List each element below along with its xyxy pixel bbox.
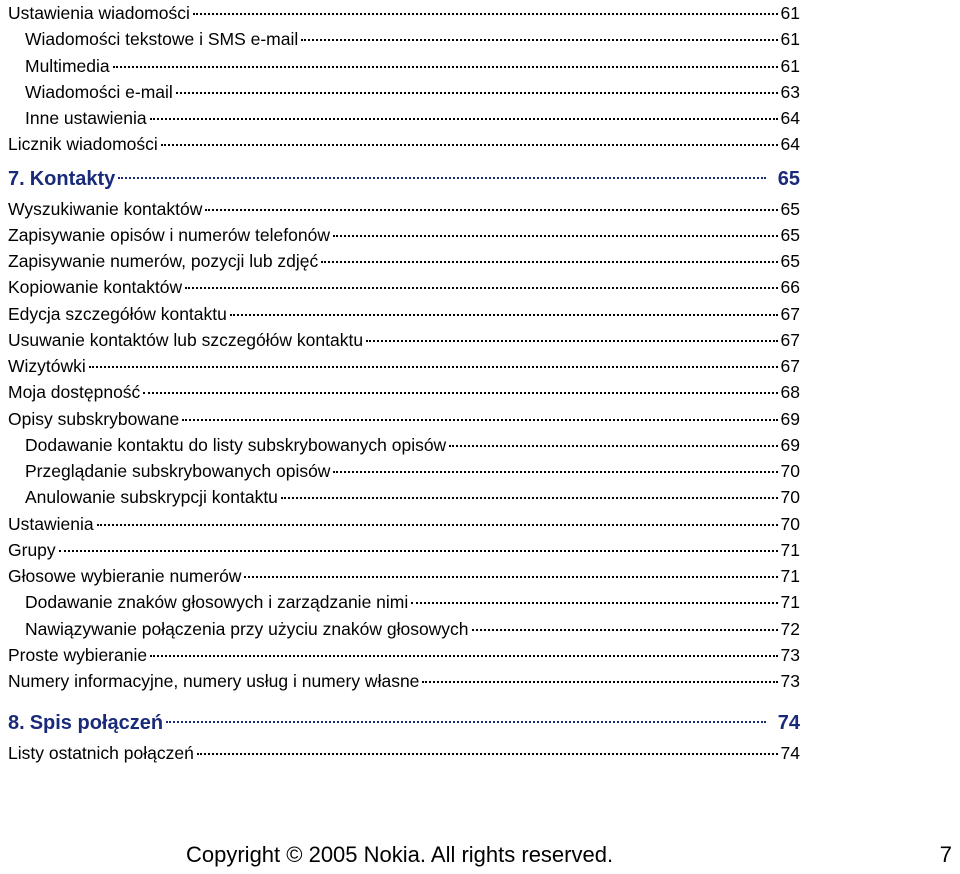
toc-entry-page-number: 70 (780, 487, 800, 508)
dot-leader (366, 340, 777, 342)
dot-leader (118, 177, 765, 179)
dot-leader (59, 550, 778, 552)
toc-entry-title: Ustawienia wiadomości (8, 3, 190, 23)
dot-leader (333, 471, 777, 473)
toc-entry-page-number: 71 (780, 566, 800, 586)
toc-entry-title: Usuwanie kontaktów lub szczegółów kontaktu (8, 329, 364, 350)
toc-entry[interactable] (8, 406, 800, 432)
toc-entry-page-number: 65 (780, 224, 800, 245)
toc-entry-title: Dodawanie kontaktu do listy subskrybowanych opisów (25, 434, 447, 455)
toc-entry[interactable] (8, 301, 800, 327)
toc-entry[interactable] (8, 484, 800, 510)
chapter-title (8, 162, 115, 196)
toc-chapter-8[interactable] (8, 706, 800, 740)
toc-entry[interactable] (8, 511, 800, 537)
toc-entry[interactable] (8, 248, 800, 274)
dot-leader (230, 314, 778, 316)
toc-entry-title: Wiadomości tekstowe i SMS e-mail (25, 29, 299, 50)
dot-leader (161, 144, 778, 146)
toc-entry-page-number: 73 (780, 644, 800, 665)
dot-leader (182, 419, 777, 421)
toc-entry-page-number: 67 (780, 329, 800, 350)
toc-entry-title: Edycja szczegółów kontaktu (8, 303, 227, 324)
page-footer (0, 838, 960, 874)
chapter-number: 7. (8, 167, 25, 190)
dot-leader (166, 721, 766, 723)
toc-entry-title: Opisy subskrybowane (8, 408, 180, 429)
toc-entry[interactable] (8, 353, 800, 379)
dot-leader (97, 524, 778, 526)
chapter-page-number: 65 (777, 167, 800, 190)
toc-entry-page-number: 64 (780, 134, 800, 155)
chapter-number: 8. (8, 712, 25, 735)
toc-entry[interactable] (8, 53, 800, 79)
toc-section-messages (8, 0, 800, 158)
toc-entry[interactable] (8, 668, 800, 694)
toc-entry-page-number: 64 (780, 108, 800, 128)
toc-entry[interactable] (8, 131, 800, 157)
toc-entry-title: Ustawienia (8, 513, 94, 534)
toc-entry-title: Grupy (8, 539, 56, 560)
toc-entry-page-number: 66 (780, 277, 800, 298)
dot-leader (281, 497, 778, 499)
toc-entry[interactable] (8, 740, 800, 766)
chapter-page-number: 74 (777, 712, 800, 735)
copyright-notice: Copyright © 2005 Nokia. All rights reserved. (186, 842, 614, 867)
dot-leader (150, 118, 778, 120)
dot-leader (244, 576, 777, 578)
toc-entry[interactable] (8, 79, 800, 105)
dot-leader (185, 287, 777, 289)
toc-entry-title: Multimedia (25, 55, 110, 76)
toc-section-call-log (8, 740, 800, 766)
toc-entry-page-number: 71 (780, 592, 800, 613)
toc-entry[interactable] (8, 642, 800, 668)
toc-entry-page-number: 65 (780, 198, 800, 219)
toc-entry-page-number: 61 (780, 29, 800, 50)
table-of-contents (8, 0, 800, 767)
chapter-name: Kontakty (29, 167, 116, 190)
toc-entry-page-number: 61 (780, 55, 800, 76)
toc-entry-page-number: 72 (780, 618, 800, 639)
toc-entry-page-number: 71 (780, 539, 800, 560)
toc-entry-page-number: 67 (780, 303, 800, 324)
dot-leader (333, 235, 778, 237)
toc-entry[interactable] (8, 105, 800, 131)
toc-entry[interactable] (8, 589, 800, 615)
toc-entry[interactable] (8, 196, 800, 222)
toc-entry-title: Głosowe wybieranie numerów (8, 566, 242, 586)
dot-leader (301, 39, 777, 41)
toc-entry-title: Proste wybieranie (8, 644, 148, 665)
toc-entry-page-number: 68 (780, 382, 800, 403)
toc-entry-title: Moja dostępność (8, 382, 141, 403)
toc-entry-page-number: 70 (780, 461, 800, 481)
dot-leader (472, 629, 778, 631)
dot-leader (197, 753, 778, 755)
toc-entry-page-number: 63 (780, 81, 800, 102)
toc-entry[interactable] (8, 432, 800, 458)
dot-leader (150, 655, 777, 657)
toc-entry[interactable] (8, 274, 800, 300)
chapter-name: Spis połączeń (29, 712, 164, 735)
dot-leader (411, 602, 777, 604)
dot-leader (449, 445, 777, 447)
toc-entry-page-number: 65 (780, 251, 800, 271)
dot-leader (321, 261, 777, 263)
toc-chapter-7[interactable] (8, 162, 800, 196)
toc-entry[interactable] (8, 26, 800, 52)
toc-entry[interactable] (8, 222, 800, 248)
chapter-title (8, 706, 163, 740)
toc-entry[interactable] (8, 0, 800, 26)
toc-entry-title: Przeglądanie subskrybowanych opisów (25, 461, 331, 481)
toc-entry-page-number: 69 (780, 434, 800, 455)
toc-entry-page-number: 69 (780, 408, 800, 429)
dot-leader (89, 366, 778, 368)
toc-entry[interactable] (8, 327, 800, 353)
dot-leader (143, 392, 777, 394)
toc-entry[interactable] (8, 458, 800, 484)
toc-entry-page-number: 61 (780, 3, 800, 23)
toc-entry-title: Wiadomości e-mail (25, 81, 173, 102)
toc-entry[interactable] (8, 563, 800, 589)
toc-entry-title: Zapisywanie numerów, pozycji lub zdjęć (8, 251, 319, 271)
toc-entry-title: Nawiązywanie połączenia przy użyciu znaków głosowych (25, 618, 469, 639)
dot-leader (193, 13, 778, 15)
toc-entry[interactable] (8, 379, 800, 405)
page-number: 7 (939, 842, 952, 867)
toc-section-contacts (8, 196, 800, 695)
dot-leader (113, 66, 778, 68)
dot-leader (205, 209, 777, 211)
dot-leader (422, 681, 777, 683)
toc-entry-title: Anulowanie subskrypcji kontaktu (25, 487, 278, 508)
toc-entry-title: Inne ustawienia (25, 108, 147, 128)
dot-leader (176, 92, 778, 94)
toc-entry-page-number: 74 (780, 743, 800, 764)
toc-entry[interactable] (8, 616, 800, 642)
toc-entry[interactable] (8, 537, 800, 563)
toc-entry-page-number: 70 (780, 513, 800, 534)
toc-entry-title: Licznik wiadomości (8, 134, 158, 155)
toc-entry-title: Listy ostatnich połączeń (8, 743, 194, 764)
toc-entry-title: Kopiowanie kontaktów (8, 277, 183, 298)
toc-entry-title: Numery informacyjne, numery usług i numery własne (8, 671, 420, 691)
toc-entry-page-number: 73 (780, 671, 800, 691)
toc-entry-title: Wizytówki (8, 356, 86, 376)
toc-entry-page-number: 67 (780, 356, 800, 376)
toc-entry-title: Wyszukiwanie kontaktów (8, 198, 203, 219)
toc-entry-title: Zapisywanie opisów i numerów telefonów (8, 224, 330, 245)
toc-entry-title: Dodawanie znaków głosowych i zarządzanie nimi (25, 592, 409, 613)
